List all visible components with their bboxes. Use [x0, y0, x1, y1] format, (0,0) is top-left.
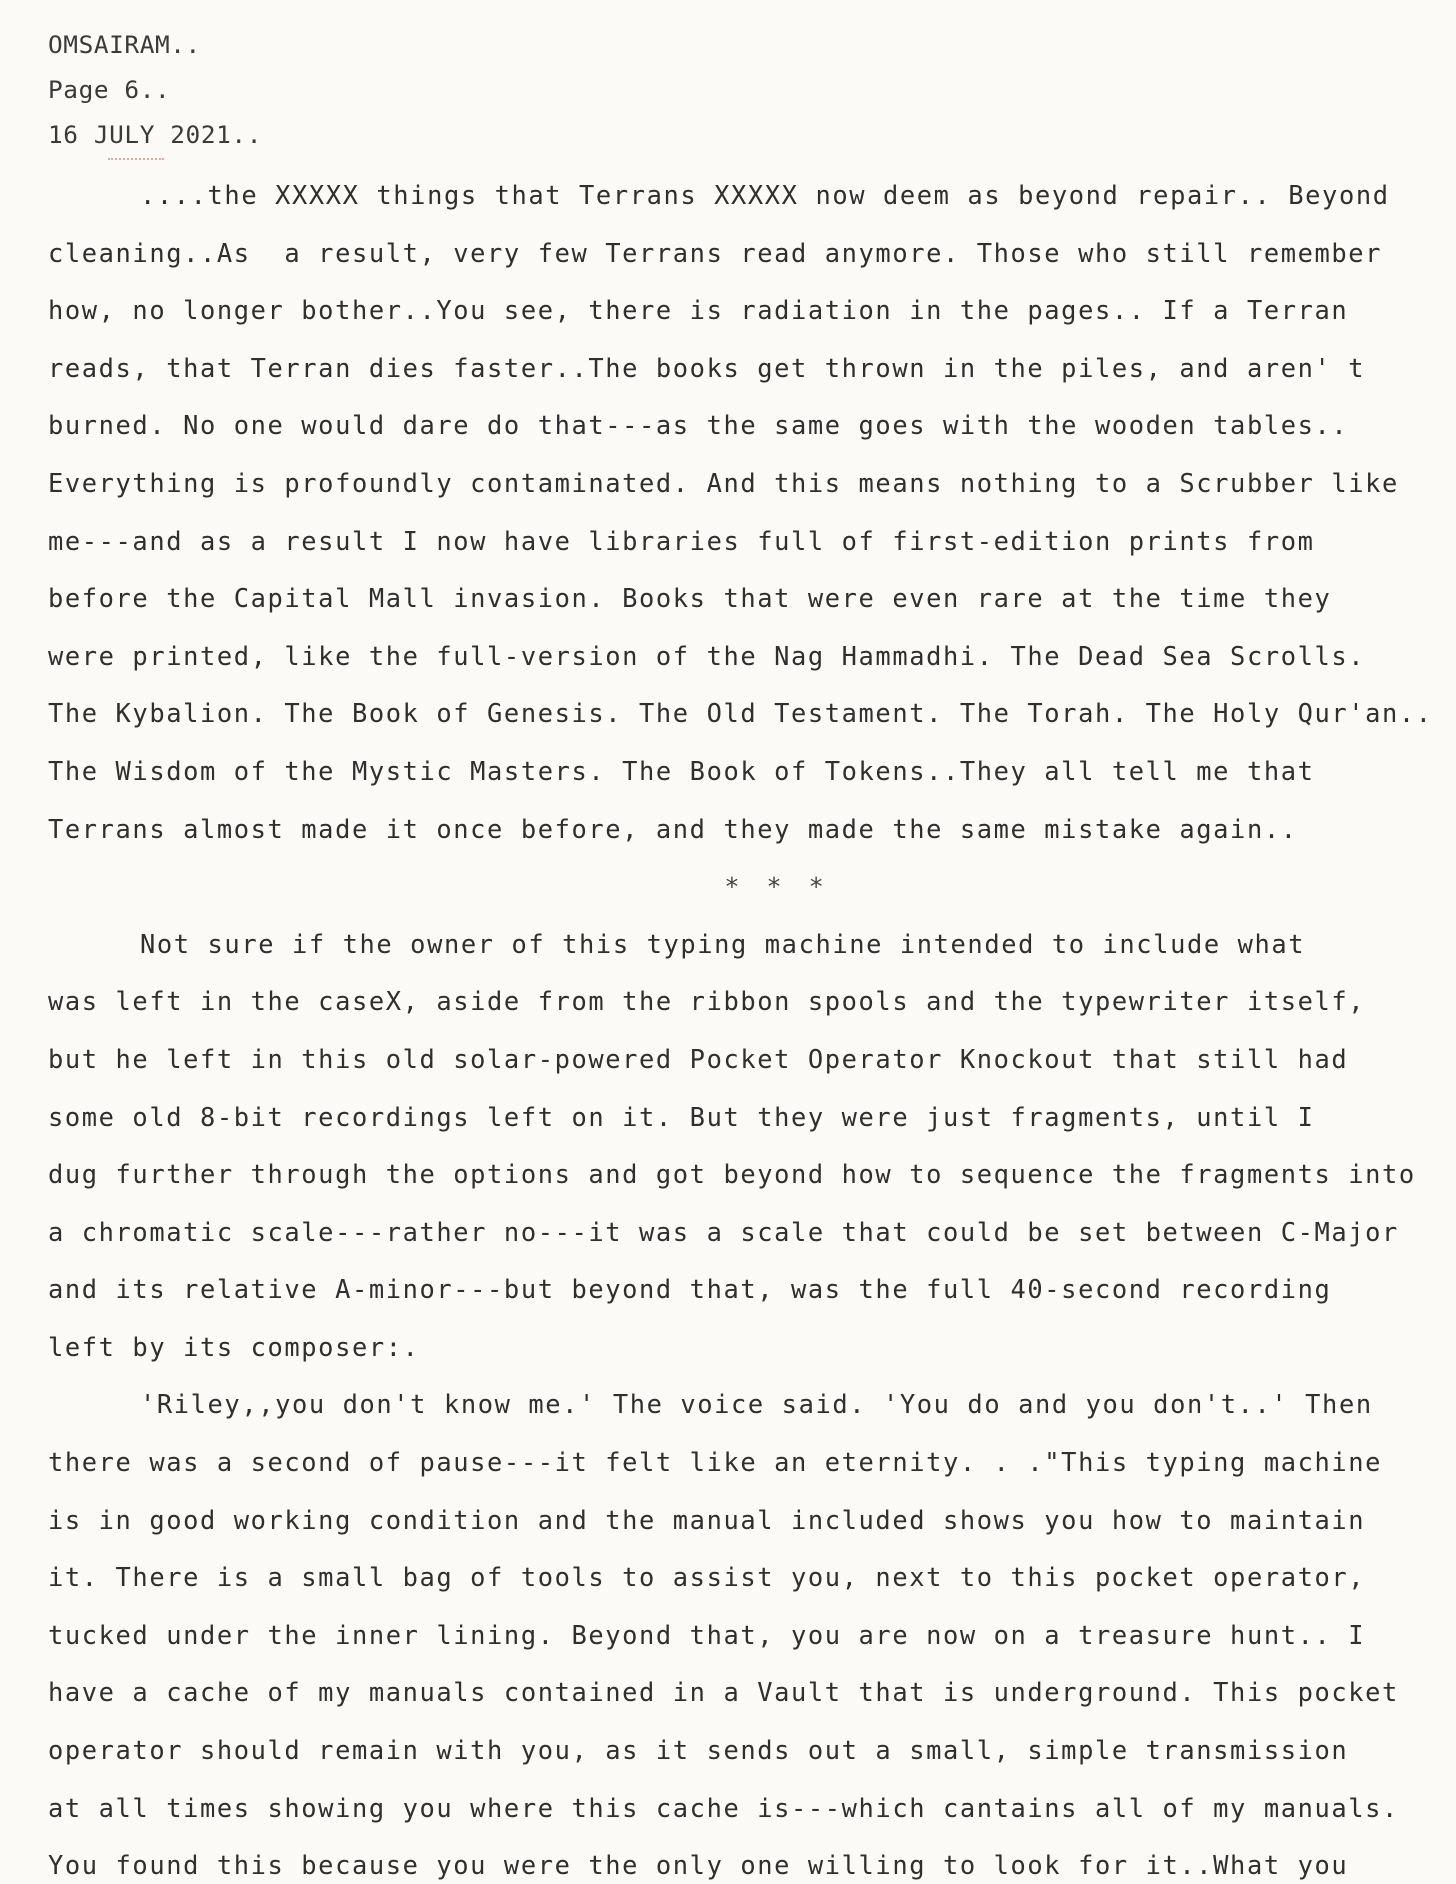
text-line: operator should remain with you, as it sends out a small, simple transmission: [48, 1735, 1349, 1766]
text-line: Everything is profoundly contaminated. And this means nothing to a Scrubber like: [48, 467, 1399, 498]
text-line: there was a second of pause---it felt like an eternity. . ."This typing machine: [48, 1447, 1383, 1478]
text-line: but he left in this old solar-powered Pocket Operator Knockout that still had: [48, 1043, 1349, 1074]
text-line: Not sure if the owner of this typing machine intended to include what: [140, 928, 1306, 959]
body-text: [48, 167, 1433, 1884]
text-line: a chromatic scale---rather no---it was a scale that could be set between C-Major: [48, 1216, 1399, 1247]
red-ink-mark: [108, 158, 164, 160]
text-line: The Wisdom of the Mystic Masters. The Book of Tokens..They all tell me that: [48, 755, 1315, 786]
page-date: 16 JULY 2021..: [48, 120, 262, 149]
text-line: were printed, like the full-version of the Nag Hammadhi. The Dead Sea Scrolls.: [48, 640, 1366, 671]
header-title: OMSAIRAM..: [48, 30, 201, 59]
text-line: dug further through the options and got beyond how to sequence the fragments into: [48, 1159, 1416, 1190]
section-separator: * * *: [724, 872, 830, 902]
text-line: some old 8-bit recordings left on it. But they were just fragments, until I: [48, 1101, 1315, 1132]
text-line: at all times showing you where this cache is---which cantains all of my manuals.: [48, 1792, 1399, 1823]
text-line: You found this because you were the only one willing to look for it..What you: [48, 1850, 1349, 1881]
text-line: how, no longer bother..You see, there is radiation in the pages.. If a Terran: [48, 295, 1349, 326]
text-line: left by its composer:.: [48, 1331, 420, 1362]
text-line: it. There is a small bag of tools to assist you, next to this pocket operator,: [48, 1562, 1366, 1593]
page-number: Page 6..: [48, 75, 171, 104]
text-line: before the Capital Mall invasion. Books that were even rare at the time they: [48, 583, 1332, 614]
text-line: 'Riley,,you don't know me.' The voice said. 'You do and you don't..' Then: [140, 1389, 1373, 1420]
text-line: tucked under the inner lining. Beyond that, you are now on a treasure hunt.. I: [48, 1619, 1366, 1650]
text-line: was left in the caseX, aside from the ribbon spools and the typewriter itself,: [48, 986, 1366, 1017]
text-line: burned. No one would dare do that---as the same goes with the wooden tables..: [48, 410, 1349, 441]
text-line: and its relative A-minor---but beyond that, was the full 40-second recording: [48, 1274, 1332, 1305]
text-line: have a cache of my manuals contained in a Vault that is underground. This pocket: [48, 1677, 1399, 1708]
text-line: ....the XXXXX things that Terrans XXXXX now deem as beyond repair.. Beyond: [140, 180, 1390, 210]
text-line: cleaning..As a result, very few Terrans read anymore. Those who still remember: [48, 237, 1383, 268]
text-line: me---and as a result I now have libraries full of first-edition prints from: [48, 525, 1315, 556]
text-line: is in good working condition and the manual included shows you how to maintain: [48, 1504, 1366, 1535]
text-line: reads, that Terran dies faster..The books get thrown in the piles, and aren' t: [48, 352, 1366, 383]
text-line: Terrans almost made it once before, and they made the same mistake again..: [48, 813, 1298, 844]
text-line: The Kybalion. The Book of Genesis. The Old Testament. The Torah. The Holy Qur'an..: [48, 698, 1433, 729]
